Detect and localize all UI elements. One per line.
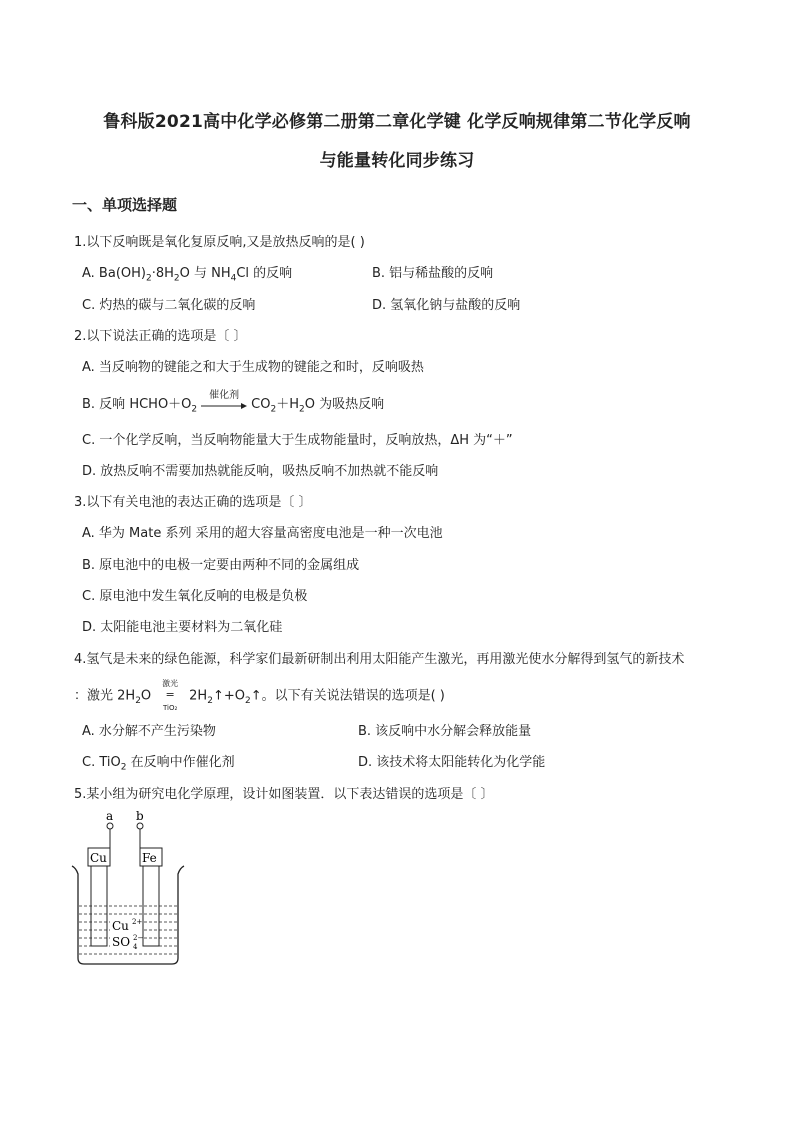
terminal-b-icon xyxy=(137,823,143,829)
document-title-line-1: 鲁科版2021高中化学必修第二册第二章化学键 化学反响规律第二节化学反响 xyxy=(103,112,691,132)
question-2-stem: 2.以下说法正确的选项是〔 〕 xyxy=(74,329,247,344)
question-4-stem: 4.氢气是未来的绿色能源，科学家们最新研制出利用太阳能产生激光，再用激光使水分解得到氢气的新技术 xyxy=(74,652,685,667)
question-2-option-a: A. 当反响物的键能之和大于生成物的键能之和时，反响吸热 xyxy=(82,360,424,375)
document-title-line-2: 与能量转化同步练习 xyxy=(319,151,475,171)
question-4-option-a: A. 水分解不产生污染物 xyxy=(82,724,216,739)
terminal-a-icon xyxy=(107,823,113,829)
question-1-option-c: C. 灼热的碳与二氧化碳的反响 xyxy=(82,298,256,313)
electrode-cu-label: Cu xyxy=(90,851,107,865)
question-3-option-d: D. 太阳能电池主要材料为二氧化硅 xyxy=(82,620,283,635)
question-4-equation: ：激光 $2H_2O$ 激光 = TiO₂ $2H_2↑+O_2↑$。以下有关说法错误的选项是( ) xyxy=(74,679,445,712)
ion-so4-label: SO xyxy=(112,935,131,949)
question-3-stem: 3.以下有关电池的表达正确的选项是〔 〕 xyxy=(74,495,312,510)
question-3-option-a: A. 华为 Mate 系列 采用的超大容量高密度电池是一种一次电池 xyxy=(82,526,443,541)
catalyst-label: 催化剂 xyxy=(209,389,240,401)
question-1-option-b: B. 铝与稀盐酸的反响 xyxy=(372,266,494,281)
question-1-stem: 1.以下反响既是氧化复原反响,又是放热反响的是( ) xyxy=(74,235,365,250)
ion-cu-label: Cu xyxy=(112,919,129,933)
terminal-b-label: b xyxy=(136,809,144,823)
question-3-option-c: C. 原电池中发生氧化反响的电极是负极 xyxy=(82,589,308,604)
question-1-option-d: D. 氢氧化钠与盐酸的反响 xyxy=(372,298,521,313)
reaction-arrow-icon xyxy=(201,403,247,409)
question-2-option-b: B. 反响 $HCHO+O_2$ 催化剂 $CO_2+H_2O$ 为吸热反响 xyxy=(82,396,384,419)
question-5-stem: 5.某小组为研究电化学原理，设计如图装置．以下表达错误的选项是〔 〕 xyxy=(74,787,494,802)
question-3-option-b: B. 原电池中的电极一定要由两种不同的金属组成 xyxy=(82,558,360,573)
ion-cu-charge: 2+ xyxy=(132,918,143,926)
ion-so4-subscript: 4 xyxy=(133,943,138,951)
ion-so4-charge: 2− xyxy=(133,934,144,942)
question-4-option-b: B. 该反响中水分解会释放能量 xyxy=(358,724,532,739)
electrode-fe-label: Fe xyxy=(142,851,157,865)
beaker xyxy=(72,866,184,964)
question-4-option-c: C. TiO$_2$ 在反响中作催化剂 xyxy=(82,755,235,773)
catalyst-arrow xyxy=(201,389,247,413)
electrochemical-apparatus-figure xyxy=(68,808,188,973)
question-2-option-c: C. 一个化学反响，当反响物能量大于生成物能量时，反响放热，ΔH 为“＋” xyxy=(82,433,513,448)
question-1-option-a: A. $Ba(OH)_2\cdot 8H_2O$ 与 $NH_4Cl$ 的反响 xyxy=(82,266,293,284)
question-4-option-d: D. 该技术将太阳能转化为化学能 xyxy=(358,755,546,770)
laser-equals-sign: 激光 = TiO₂ xyxy=(162,679,179,712)
terminal-a-label: a xyxy=(106,809,114,823)
question-2-option-d: D. 放热反响不需要加热就能反响，吸热反响不加热就不能反响 xyxy=(82,464,439,479)
section-heading: 一、单项选择题 xyxy=(72,196,178,214)
